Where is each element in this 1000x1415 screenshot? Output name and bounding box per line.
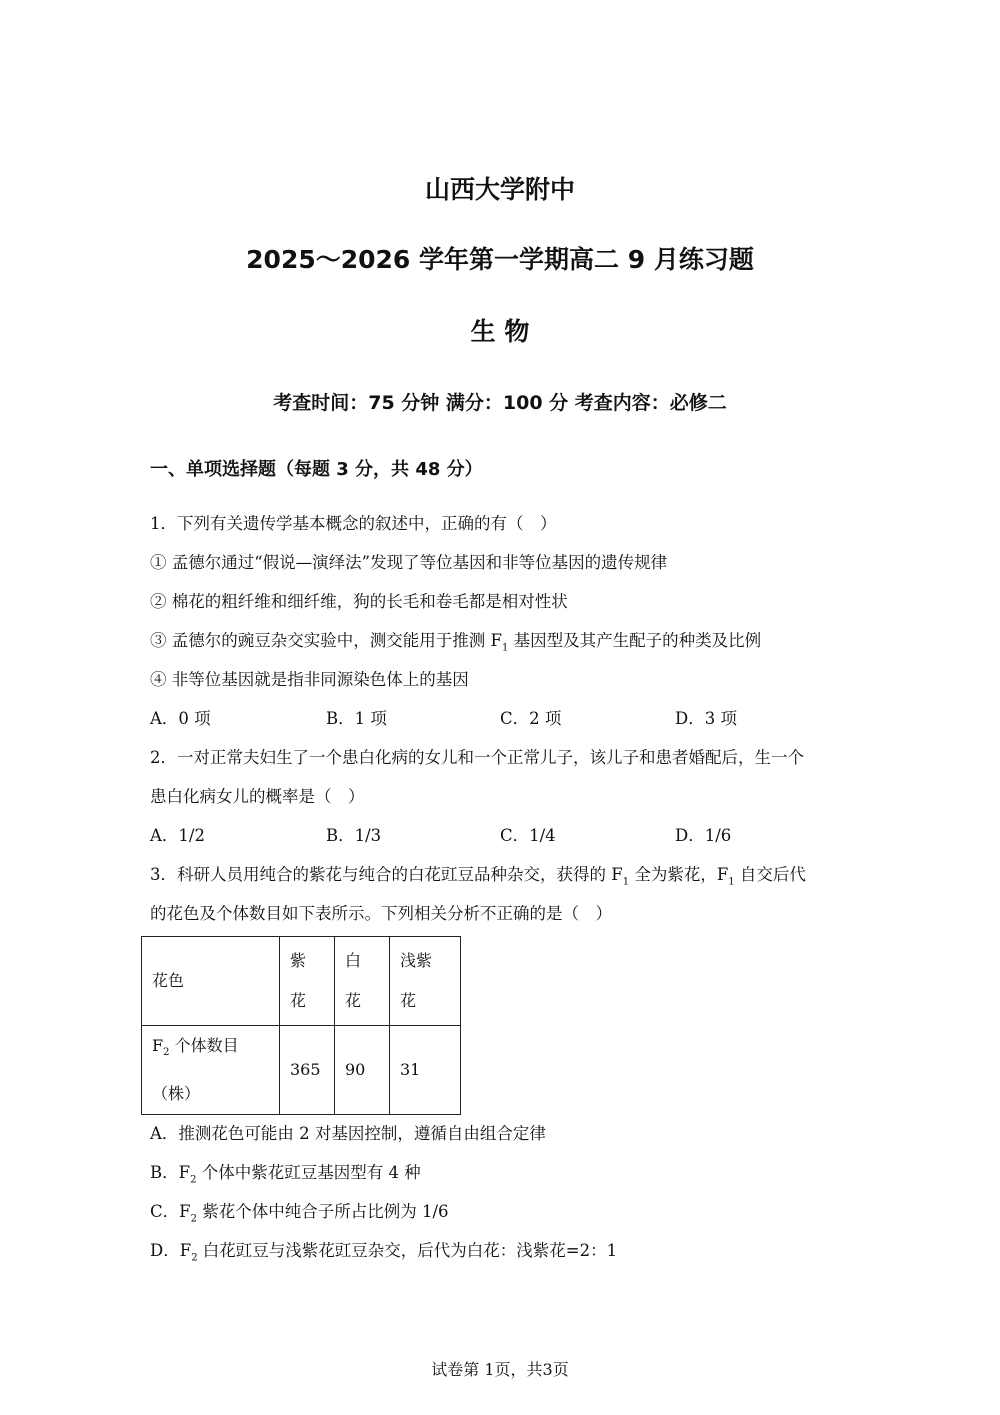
table-cell: 365 <box>280 1026 335 1115</box>
flower-color-table <box>141 936 461 1115</box>
q1-option-d: D．3 项 <box>675 709 737 728</box>
table-header-cell: 白 花 <box>335 937 390 1026</box>
q1-option-b: B．1 项 <box>326 709 387 728</box>
q2-stem-line1: 2．一对正常夫妇生了一个患白化病的女儿和一个正常儿子，该儿子和患者婚配后，生一个 <box>150 748 804 767</box>
q1-item-3: ③ 孟德尔的豌豆杂交实验中，测交能用于推测 $F_1$ 基因型及其产生配子的种类及比例 <box>150 631 762 654</box>
q3-stem-line1: 3．科研人员用纯合的紫花与纯合的白花豇豆品种杂交，获得的 $F_1$ 全为紫花，$F_1$ 自交后代 <box>150 865 806 888</box>
table-cell: 90 <box>335 1026 390 1115</box>
q3-option-b: B．$F_2$ 个体中紫花豇豆基因型有 4 种 <box>150 1163 421 1186</box>
q2-option-c: C．1/4 <box>500 826 556 845</box>
q1-stem: 1．下列有关遗传学基本概念的叙述中，正确的有（ ） <box>150 514 557 533</box>
q1-item-2: ② 棉花的粗纤维和细纤维，狗的长毛和卷毛都是相对性状 <box>150 592 568 611</box>
q2-option-a: A．1/2 <box>150 826 205 845</box>
exam-title: 2025～2026 学年第一学期高二 9 月练习题 <box>246 245 754 274</box>
q3-option-c: C．$F_2$ 紫花个体中纯合子所占比例为 1/6 <box>150 1202 449 1225</box>
school-name: 山西大学附中 <box>424 175 575 204</box>
table-row <box>142 937 461 1026</box>
q2-stem-line2: 患白化病女儿的概率是（ ） <box>150 787 365 806</box>
q1-option-c: C．2 项 <box>500 709 562 728</box>
table-row <box>142 1026 461 1115</box>
q3-option-d: D．$F_2$ 白花豇豆与浅紫花豇豆杂交，后代为白花：浅紫花=2：1 <box>150 1241 618 1264</box>
section-heading: 一、单项选择题（每题 3 分，共 48 分） <box>150 459 483 480</box>
exam-info: 考查时间：75 分钟 满分：100 分 考查内容：必修二 <box>273 392 727 414</box>
page-footer: 试卷第 1页，共3页 <box>431 1360 569 1379</box>
table-cell: 31 <box>390 1026 461 1115</box>
table-header-cell: 浅紫 花 <box>390 937 461 1026</box>
q1-item-4: ④ 非等位基因就是指非同源染色体上的基因 <box>150 670 469 689</box>
q3-stem-line2: 的花色及个体数目如下表所示。下列相关分析不正确的是（ ） <box>150 904 612 923</box>
q2-option-d: D．1/6 <box>675 826 732 845</box>
q1-item-1: ① 孟德尔通过“假说—演绎法”发现了等位基因和非等位基因的遗传规律 <box>150 553 668 572</box>
subject-title: 生 物 <box>470 317 530 346</box>
table-label-cell: $F_2$ 个体数目 （株） <box>142 1026 280 1115</box>
q1-option-a: A．0 项 <box>150 709 211 728</box>
q2-option-b: B．1/3 <box>326 826 382 845</box>
table-header-cell: 紫 花 <box>280 937 335 1026</box>
table-header-cell: 花色 <box>142 937 280 1026</box>
q3-option-a: A．推测花色可能由 2 对基因控制，遵循自由组合定律 <box>150 1124 546 1143</box>
